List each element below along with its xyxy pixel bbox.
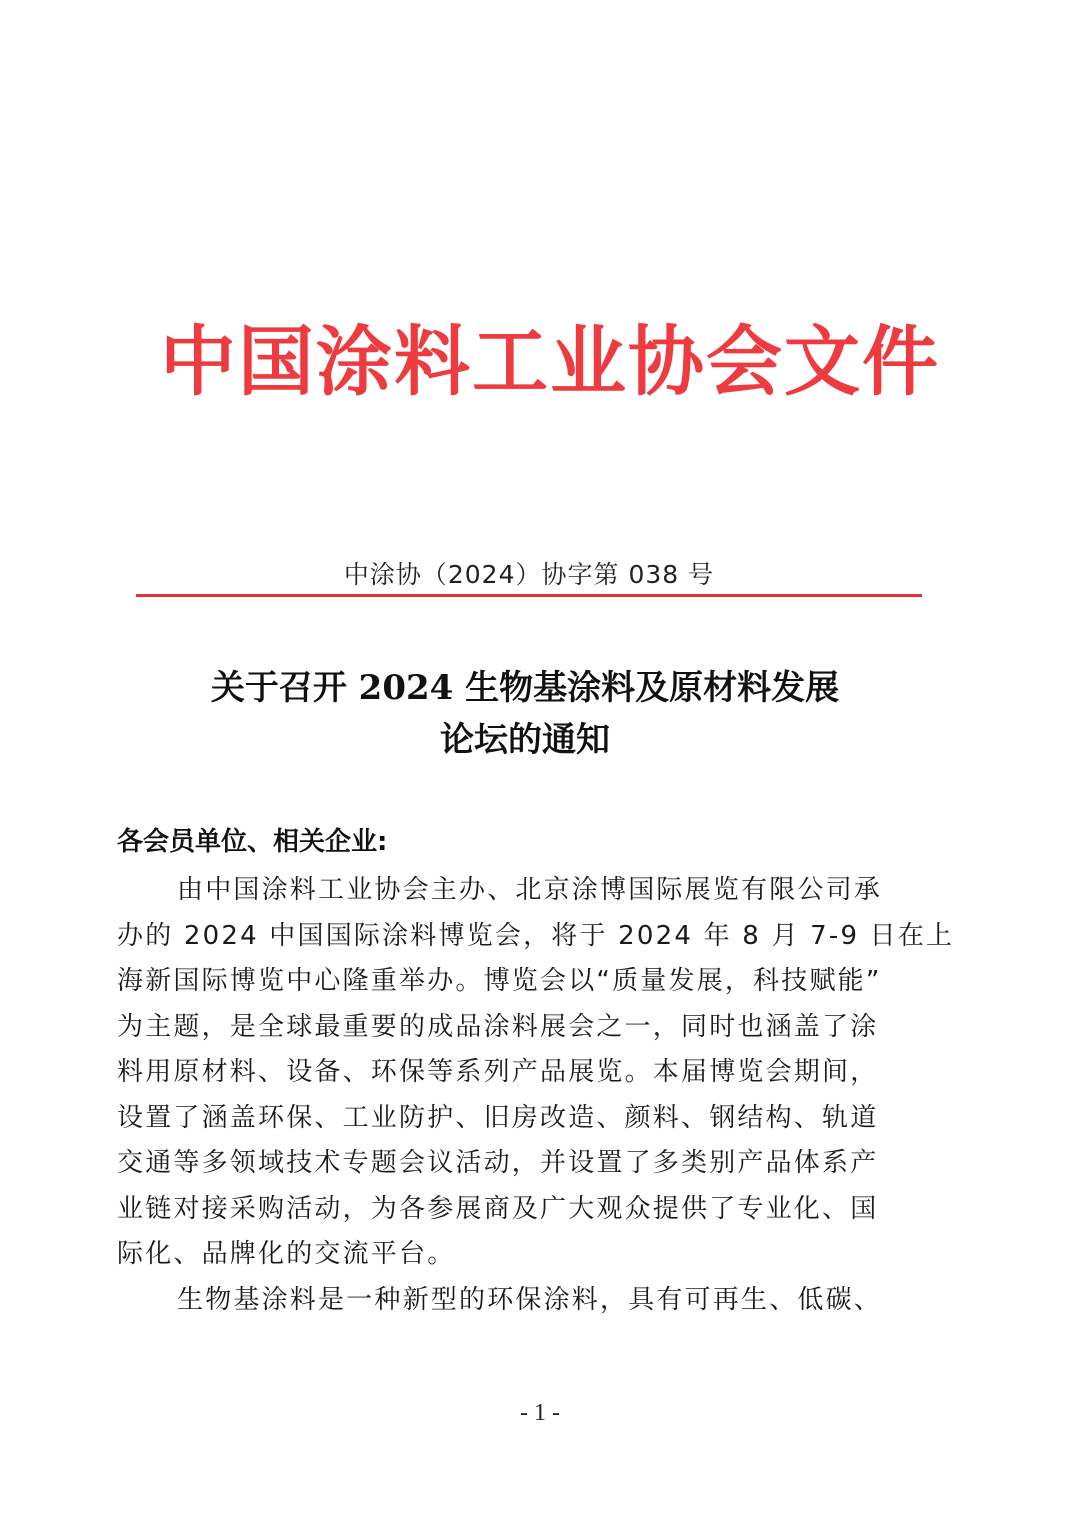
body-line: 际化、品牌化的交流平台。 — [117, 1239, 456, 1269]
masthead-title: 中国涂料工业协会文件 — [160, 317, 940, 406]
body-line: 生物基涂料是一种新型的环保涂料，具有可再生、低碳、 — [177, 1284, 883, 1315]
document-number: 中涂协（2024）协字第 038 号 — [343, 560, 715, 589]
body-line: 海新国际博览中心隆重举办。博览会以“质量发展，科技赋能” — [117, 966, 882, 996]
body-line: 设置了涵盖环保、工业防护、旧房改造、颜料、钢结构、轨道 — [117, 1102, 879, 1133]
body-line: 为主题，是全球最重要的成品涂料展会之一，同时也涵盖了涂 — [117, 1011, 879, 1042]
body-text — [117, 868, 955, 1323]
salutation: 各会员单位、相关企业: — [117, 827, 388, 857]
notice-title-line-1: 关于召开 2024 生物基涂料及原材料发展 — [210, 668, 840, 708]
body-line: 业链对接采购活动，为各参展商及广大观众提供了专业化、国 — [117, 1193, 879, 1224]
red-divider-line — [136, 594, 922, 597]
page-number: - 1 - — [520, 1400, 560, 1426]
notice-title — [130, 662, 920, 766]
body-line: 料用原材料、设备、环保等系列产品展览。本届博览会期间， — [117, 1057, 879, 1087]
body-line: 由中国涂料工业协会主办、北京涂博国际展览有限公司承 — [177, 875, 883, 905]
body-line: 交通等多领域技术专题会议活动，并设置了多类别产品体系产 — [117, 1148, 879, 1178]
notice-title-line-2: 论坛的通知 — [440, 720, 610, 760]
body-line: 办的 2024 中国国际涂料博览会，将于 2024 年 8 月 7-9 日在上 — [117, 920, 955, 951]
